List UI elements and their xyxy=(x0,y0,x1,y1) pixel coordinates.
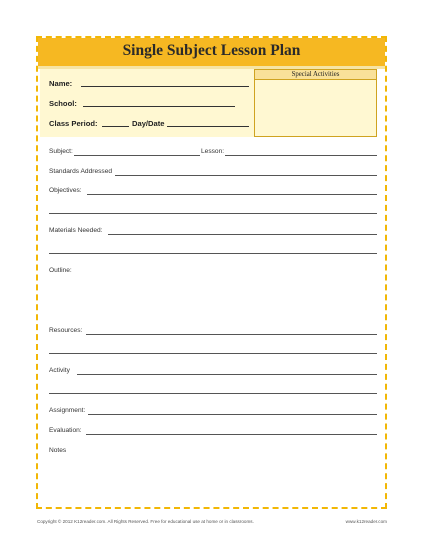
materials-line-2[interactable] xyxy=(49,253,377,254)
school-label: School: xyxy=(49,99,77,108)
outline-label: Outline: xyxy=(49,267,72,274)
subject-label: Subject: xyxy=(49,148,73,155)
evaluation-line[interactable] xyxy=(86,434,377,435)
subject-line[interactable] xyxy=(74,155,200,156)
name-label: Name: xyxy=(49,79,73,88)
class-period-field[interactable] xyxy=(102,126,129,127)
resources-line[interactable] xyxy=(86,334,377,335)
school-field[interactable] xyxy=(83,106,235,107)
notes-label: Notes xyxy=(49,447,67,454)
site-footer: www.k12reader.com xyxy=(345,519,387,524)
objectives-label: Objectives: xyxy=(49,187,82,194)
day-date-field[interactable] xyxy=(167,126,249,127)
lesson-label: Lesson: xyxy=(201,148,225,155)
assignment-label: Assignment: xyxy=(49,407,86,414)
page-title: Single Subject Lesson Plan xyxy=(122,42,301,59)
evaluation-label: Evaluation: xyxy=(49,427,82,434)
title-banner xyxy=(38,38,385,69)
class-period-label: Class Period: xyxy=(49,119,98,128)
lesson-line[interactable] xyxy=(225,155,377,156)
header-fields-panel xyxy=(40,69,254,137)
activity-line-2[interactable] xyxy=(49,393,377,394)
special-activities-box[interactable] xyxy=(254,69,377,137)
resources-line-2[interactable] xyxy=(49,353,377,354)
activity-label: Activity xyxy=(49,367,70,374)
assignment-line[interactable] xyxy=(88,414,377,415)
copyright-footer: Copyright © 2012 K12reader.com. All Rights Reserved. Free for educational use at home or in classrooms. xyxy=(37,519,254,524)
materials-line[interactable] xyxy=(108,234,377,235)
lesson-plan-sheet xyxy=(36,36,387,509)
activity-line[interactable] xyxy=(77,374,377,375)
standards-line[interactable] xyxy=(115,175,377,176)
special-activities-heading: Special Activities xyxy=(255,70,376,80)
resources-label: Resources: xyxy=(49,327,83,334)
name-field[interactable] xyxy=(81,86,249,87)
materials-label: Materials Needed: xyxy=(49,227,103,234)
objectives-line[interactable] xyxy=(87,194,377,195)
standards-label: Standards Addressed xyxy=(49,168,113,175)
day-date-label: Day/Date xyxy=(132,119,165,128)
objectives-line-2[interactable] xyxy=(49,213,377,214)
